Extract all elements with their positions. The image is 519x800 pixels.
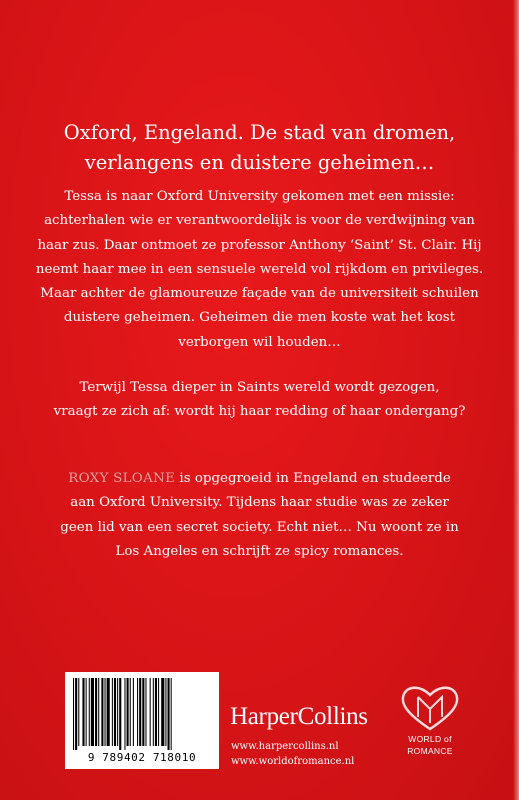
barcode	[65, 672, 219, 769]
barcode-bar	[78, 678, 79, 746]
barcode-bar	[158, 678, 159, 746]
barcode-bar	[139, 678, 141, 746]
synopsis-line: Maar achter de glamoureuze façade van de universiteit schuilen	[40, 286, 479, 302]
tagline-line-1: Oxford, Engeland. De stad van dromen,	[63, 121, 456, 144]
author-bio-line: Los Angeles en schrijft ze spicy romances.	[115, 543, 404, 559]
isbn-number: 9 789402 718010	[87, 751, 197, 764]
barcode-bar	[145, 678, 146, 746]
barcode-bar	[117, 678, 118, 746]
imprint-line-2: ROMANCE	[407, 746, 453, 756]
barcode-bar	[105, 678, 106, 746]
synopsis-paragraph-1	[28, 185, 491, 355]
barcode-bar	[82, 678, 84, 746]
barcode-bar	[137, 678, 138, 746]
publisher-logo: HarperCollins	[230, 703, 368, 730]
tagline-line-2: verlangens en duistere geheimen…	[84, 151, 435, 174]
barcode-bar	[91, 678, 94, 746]
barcode-bar	[114, 678, 116, 746]
barcode-bar	[75, 678, 77, 750]
barcode-bar	[133, 678, 134, 746]
synopsis-line: achterhalen wie er verantwoordelijk is voor de verdwijning van	[44, 213, 475, 229]
world-of-romance-logo	[398, 683, 462, 763]
barcode-bar	[107, 678, 110, 746]
barcode-bar	[86, 678, 87, 746]
synopsis-line: neemt haar mee in een sensuele wereld vol rijkdom en privileges.	[35, 261, 484, 277]
barcode-bar	[112, 678, 113, 746]
imprint-url: www.worldofromance.nl	[231, 756, 355, 767]
barcode-bar	[165, 678, 166, 746]
barcode-bar	[171, 678, 172, 750]
barcode-bar	[155, 678, 157, 746]
barcode-bars	[73, 678, 211, 750]
heart-icon	[398, 683, 462, 733]
author-bio-text: is opgegroeid in Engeland en studeerde	[175, 471, 451, 486]
barcode-bar	[98, 678, 99, 746]
publisher-url: www.harpercollins.nl	[231, 741, 339, 752]
barcode-bar	[161, 678, 164, 746]
barcode-bar	[150, 678, 151, 746]
barcode-bar	[142, 678, 144, 746]
synopsis-line: Terwijl Tessa dieper in Saints wereld wordt gezogen,	[79, 380, 440, 395]
synopsis-line: duistere geheimen. Geheimen die men koste wat het kost	[63, 310, 456, 326]
author-name: ROXY SLOANE	[68, 471, 176, 486]
tagline	[40, 118, 479, 178]
synopsis-line: verborgen wil houden…	[178, 334, 341, 350]
barcode-bar	[168, 678, 170, 750]
synopsis-line: Tessa is naar Oxford University gekomen met een missie:	[64, 189, 455, 204]
barcode-bar	[95, 678, 97, 746]
synopsis-line: haar zus. Daar ontmoet ze professor Anthony ‘Saint’ St. Clair. Hij	[37, 237, 482, 253]
barcode-bar	[89, 678, 90, 746]
barcode-bar	[73, 678, 74, 750]
author-bio-line	[28, 467, 491, 491]
barcode-bar	[119, 678, 121, 750]
author-bio-line: aan Oxford University. Tijdens haar studie was ze zeker	[70, 495, 449, 511]
synopsis-line: vraagt ze zich af: wordt hij haar redding of haar ondergang?	[53, 404, 466, 420]
barcode-bar	[127, 678, 129, 746]
author-bio	[28, 467, 491, 564]
barcode-bar	[153, 678, 154, 746]
imprint-line-1: WORLD of	[408, 734, 452, 744]
barcode-bar	[130, 678, 131, 746]
barcode-bar	[101, 678, 103, 746]
author-bio-line: geen lid van een secret society. Echt niet… Nu woont ze in	[60, 519, 459, 535]
synopsis-paragraph-2	[28, 376, 491, 425]
barcode-bar	[124, 678, 125, 750]
